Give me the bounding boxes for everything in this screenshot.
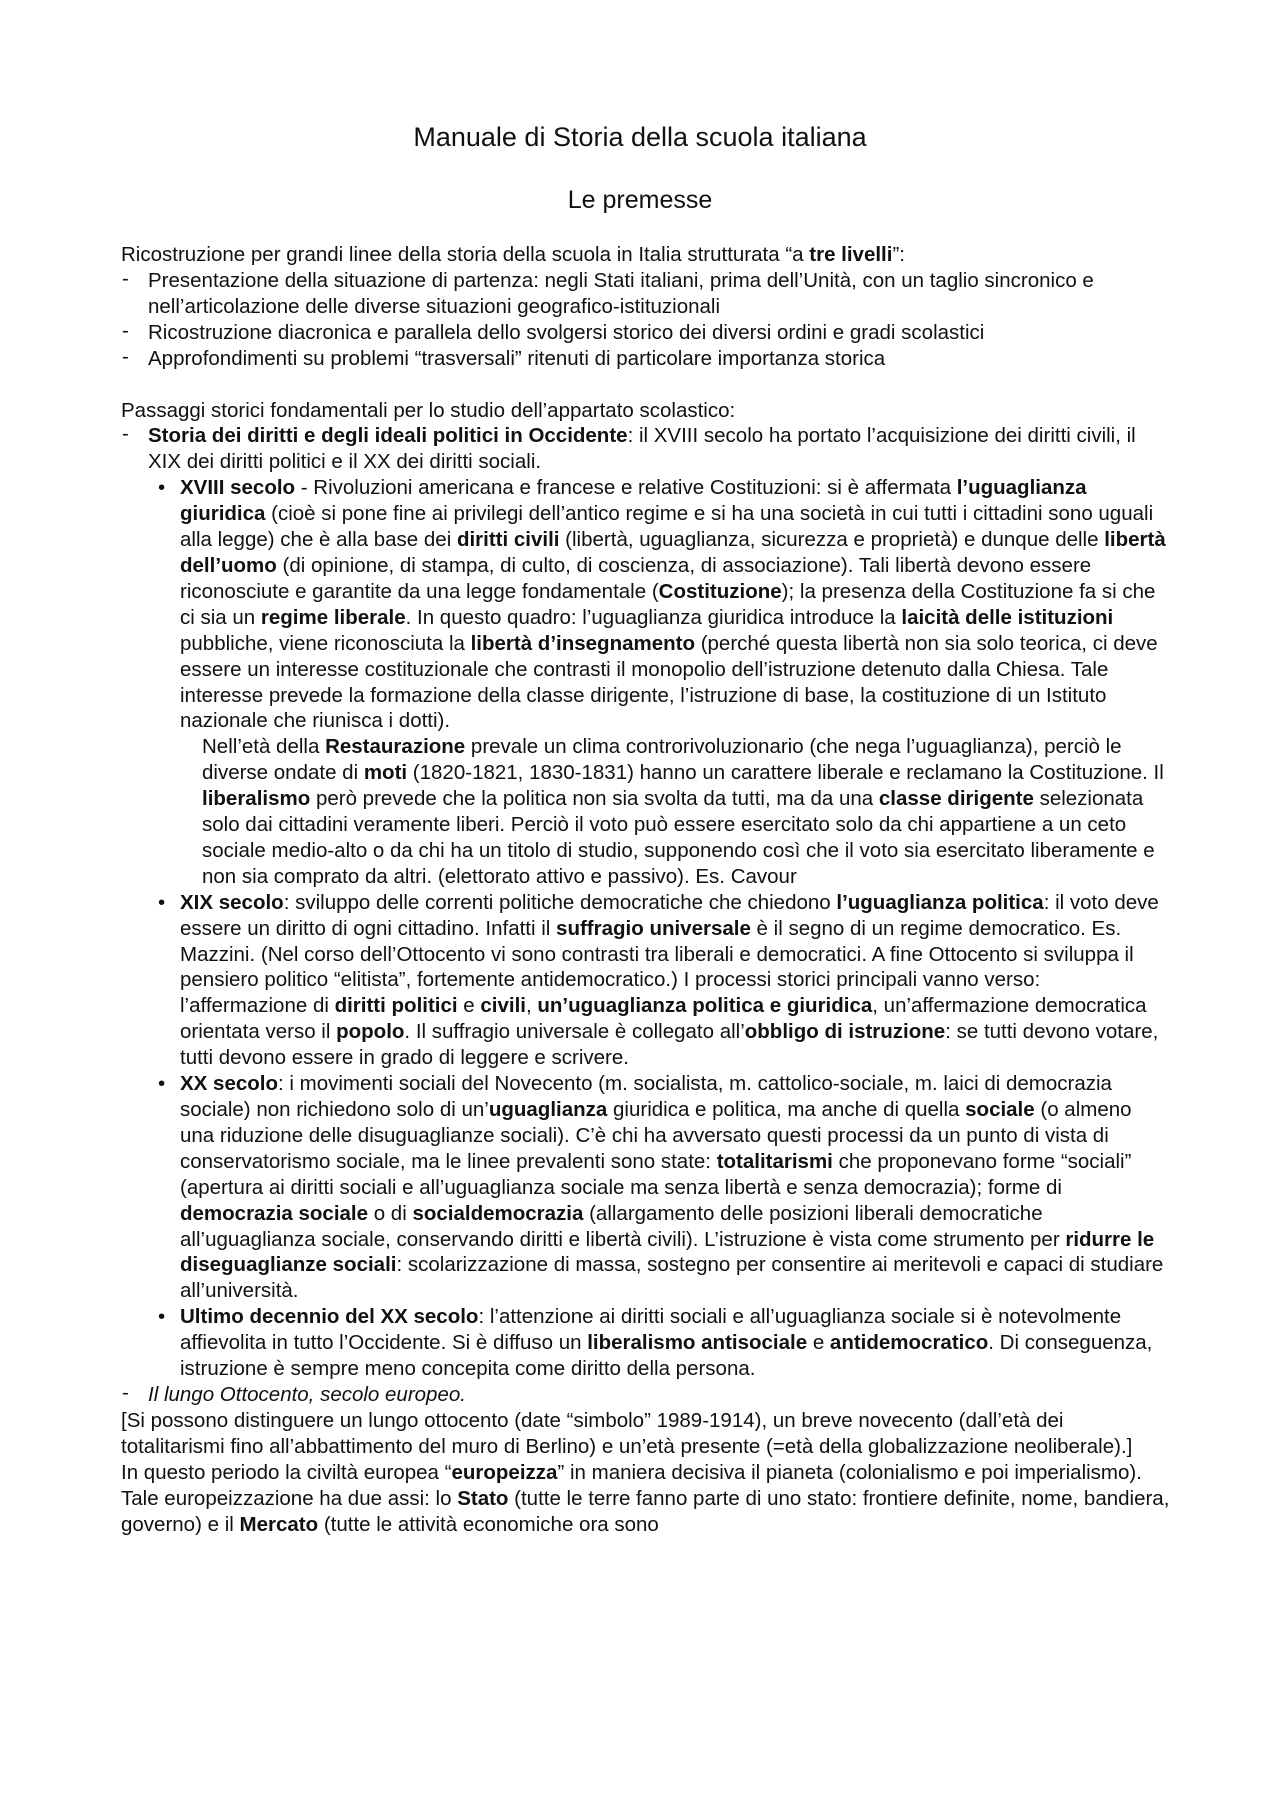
list-item-level-3: - Approfondimenti su problemi “trasversali” ritenuti di particolare importanza storica	[121, 346, 1171, 372]
passaggi-heading: Passaggi storici fondamentali per lo studio dell’appartato scolastico:	[121, 398, 736, 422]
list-item-lungo-ottocento: - Il lungo Ottocento, secolo europeo.	[121, 1382, 1171, 1408]
bullet-xviii-secolo: • XVIII secolo - Rivoluzioni americana e francese e relative Costituzioni: si è affermata l’uguaglianza giuridica (cioè si pone fine ai privilegi dell’antico regime e si ha una società in cui tutti i cittadini sono uguali alla legge) che è alla base dei diritti civili (libertà, uguaglianza, sicurezza e proprietà) e dunque delle libertà dell’uomo (di opinione, di stampa, di culto, di coscienza, di associazione). Tali libertà devono essere riconosciute e garantite da una legge fondamentale (Costituzione); la presenza della Costituzione fa si che ci sia un regime liberale. In questo quadro: l’uguaglianza giuridica introduce la laicità delle istituzioni pubbliche, viene riconosciuta la libertà d’insegnamento (perché questa libertà non sia solo teorica, ci deve essere un interesse costituzionale che contrasti il monopolio dell’istruzione detenuto dalla Chiesa. Tale interesse prevede la formazione della classe dirigente, l’istruzione di base, la costituzione di un Istituto nazionale che riunisca i dotti).	[121, 475, 1171, 734]
paragraph-spacer	[121, 372, 1171, 398]
document-body	[121, 242, 1171, 1537]
document-title: Manuale di Storia della scuola italiana	[413, 122, 867, 152]
ottocento-paragraph: In questo periodo la civiltà europea “europeizza” in maniera decisiva il pianeta (colonialismo e poi imperialismo). Tale europeizzazione ha due assi: lo Stato (tutte le terre fanno parte di uno stato: frontiere definite, nome, bandiera, governo) e il Mercato (tutte le attività economiche ora sono	[121, 1460, 1170, 1536]
list-item-storia-diritti: - Storia dei diritti e degli ideali politici in Occidente: il XVIII secolo ha portato l’acquisizione dei diritti civili, il XIX dei diritti politici e il XX dei diritti sociali.	[121, 423, 1171, 475]
list-item-level-2: - Ricostruzione diacronica e parallela dello svolgersi storico dei diversi ordini e gradi scolastici	[121, 320, 1171, 346]
bullet-xix-secolo: • XIX secolo: sviluppo delle correnti politiche democratiche che chiedono l’uguaglianza politica: il voto deve essere un diritto di ogni cittadino. Infatti il suffragio universale è il segno di un regime democratico. Es. Mazzini. (Nel corso dell’Ottocento vi sono contrasti tra liberali e democratici. A fine Ottocento si sviluppa il pensiero politico “elitista”, fortemente antidemocratico.) I processi storici principali vanno verso: l’affermazione di diritti politici e civili, un’uguaglianza politica e giuridica, un’affermazione democratica orientata verso il popolo. Il suffragio universale è collegato all’obbligo di istruzione: se tutti devono votare, tutti devono essere in grado di leggere e scrivere.	[121, 890, 1171, 1071]
document-subtitle: Le premesse	[567, 186, 713, 214]
bullet-xx-secolo: • XX secolo: i movimenti sociali del Novecento (m. socialista, m. cattolico-sociale, m. laici di democrazia sociale) non richiedono solo di un’uguaglianza giuridica e politica, ma anche di quella sociale (o almeno una riduzione delle disuguaglianze sociali). C’è chi ha avversato questi processi da un punto di vista di conservatorismo sociale, ma le linee prevalenti sono state: totalitarismi che proponevano forme “sociali” (apertura ai diritti sociali e all’uguaglianza sociale ma senza libertà e senza democrazia); forme di democrazia sociale o di socialdemocrazia (allargamento delle posizioni liberali democratiche all’uguaglianza sociale, conservando diritti e libertà civili). L’istruzione è vista come strumento per ridurre le diseguaglianze sociali: scolarizzazione di massa, sostegno per consentire ai meritevoli e capaci di studiare all’università.	[121, 1071, 1171, 1304]
bullet-ultimo-decennio: • Ultimo decennio del XX secolo: l’attenzione ai diritti sociali e all’uguaglianza sociale si è notevolmente affievolita in tutto l’Occidente. Si è diffuso un liberalismo antisociale e antidemocratico. Di conseguenza, istruzione è sempre meno concepita come diritto della persona.	[121, 1304, 1171, 1382]
ottocento-note: [Si possono distinguere un lungo ottocento (date “simbolo” 1989-1914), un breve novecento (dall’età dei totalitarismi fino all’abbattimento del muro di Berlino) e un’età presente (=età della globalizzazione neoliberale).]	[121, 1408, 1133, 1458]
restaurazione-paragraph: Nell’età della Restaurazione prevale un clima controrivoluzionario (che nega l’uguaglianza), perciò le diverse ondate di moti (1820-1821, 1830-1831) hanno un carattere liberale e reclamano la Costituzione. Il liberalismo però prevede che la politica non sia svolta da tutti, ma da una classe dirigente selezionata solo dai cittadini veramente liberi. Perciò il voto può essere esercitato solo da chi appartiene a un ceto sociale medio-alto o da chi ha un titolo di studio, supponendo così che il voto sia esercitato liberamente e non sia comprato da altri. (elettorato attivo e passivo). Es. Cavour	[202, 735, 1164, 888]
intro-paragraph: Ricostruzione per grandi linee della storia della scuola in Italia strutturata “a tre livelli”:	[121, 243, 905, 266]
list-item-level-1: - Presentazione della situazione di partenza: negli Stati italiani, prima dell’Unità, con un taglio sincronico e nell’articolazione delle diverse situazioni geografico-istituzionali	[121, 268, 1171, 320]
